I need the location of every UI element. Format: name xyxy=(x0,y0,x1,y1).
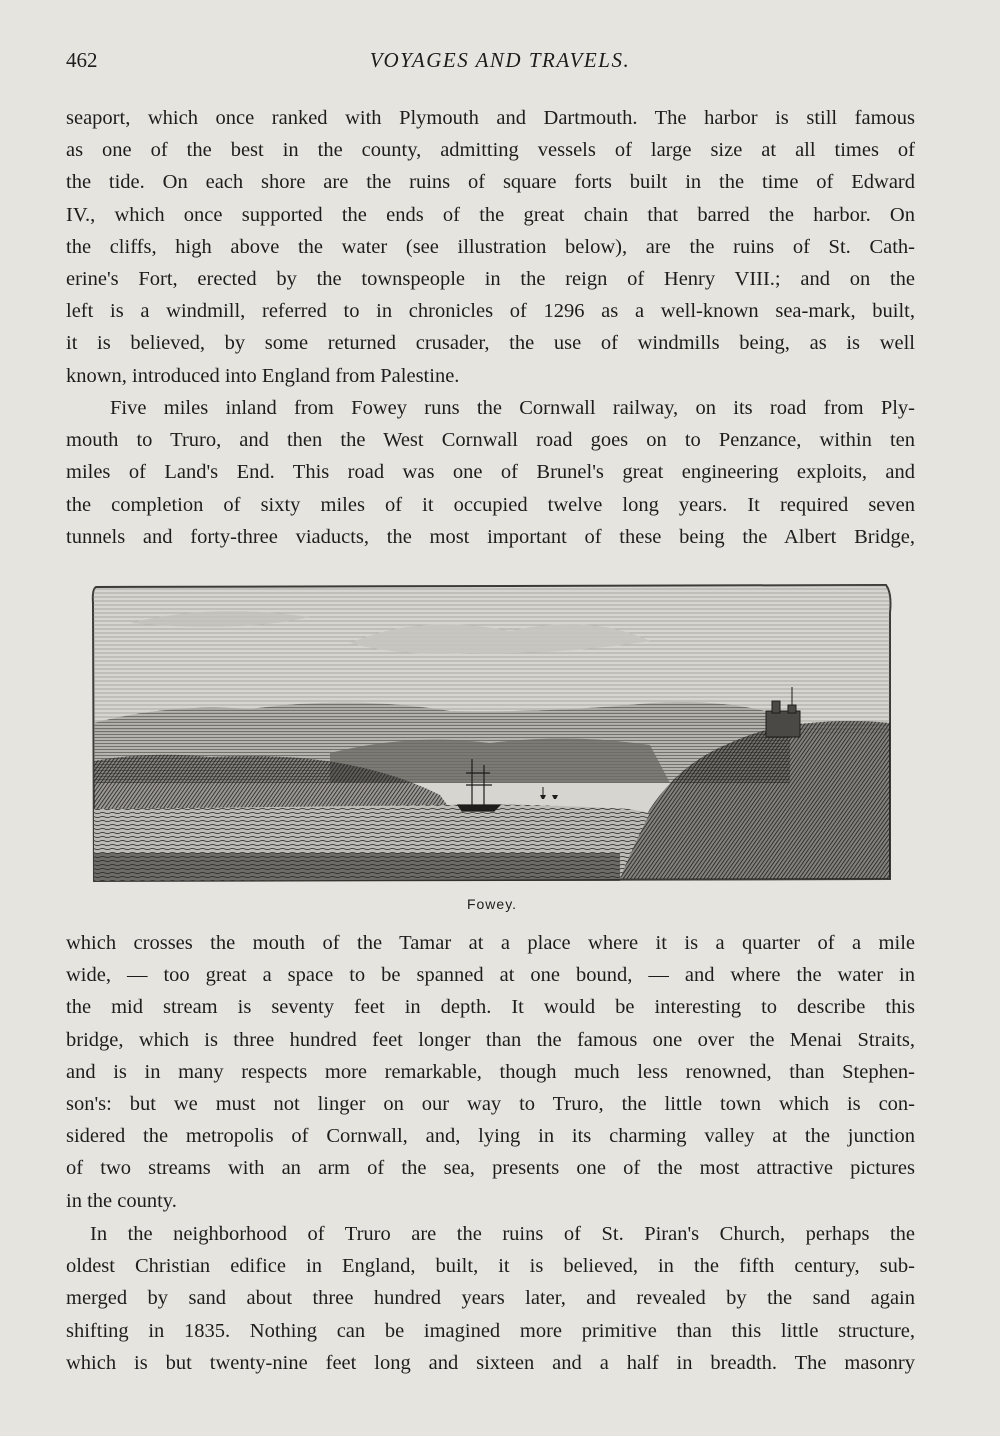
text-line: shifting in 1835. Nothing can be imagined more primitive than this little structure, xyxy=(66,1319,915,1342)
text-line: erine's Fort, erected by the townspeople in the reign of Henry VIII.; and on the xyxy=(66,268,915,291)
text-line: the mid stream is seventy feet in depth. It would be interesting to describe this xyxy=(66,996,915,1019)
text-line: in the county. xyxy=(66,1189,177,1212)
page-number: 462 xyxy=(66,48,98,72)
figure-caption: Fowey. xyxy=(466,896,518,912)
text-line: merged by sand about three hundred years later, and revealed by the sand again xyxy=(66,1287,915,1310)
text-line: wide, — too great a space to be spanned at one bound, — and where the water in xyxy=(66,964,915,987)
text-line: as one of the best in the county, admitting vessels of large size at all times of xyxy=(66,139,915,162)
running-title: VOYAGES AND TRAVELS. xyxy=(369,48,631,72)
text-line: and is in many respects more remarkable, though much less renowned, than Stephen- xyxy=(66,1060,915,1083)
text-line: the tide. On each shore are the ruins of square forts built in the time of Edward xyxy=(66,171,915,194)
text-line: In the neighborhood of Truro are the ruins of St. Piran's Church, perhaps the xyxy=(90,1223,915,1245)
text-line: bridge, which is three hundred feet longer than the famous one over the Menai Straits, xyxy=(66,1028,915,1051)
text-line: the cliffs, high above the water (see illustration below), are the ruins of St. Cath- xyxy=(66,235,915,258)
text-line: IV., which once supported the ends of the great chain that barred the harbor. On xyxy=(66,203,915,226)
text-line: left is a windmill, referred to in chronicles of 1296 as a well-known sea-mark, built, xyxy=(66,300,915,323)
paragraph-2 xyxy=(66,392,915,553)
paragraph-3 xyxy=(66,927,915,1217)
text-line: it is believed, by some returned crusader, the use of windmills being, as is well xyxy=(66,332,915,355)
text-line: tunnels and forty-three viaducts, the most important of these being the Albert Bridge, xyxy=(66,525,915,548)
text-line: of two streams with an arm of the sea, presents one of the most attractive pictures xyxy=(66,1157,915,1180)
fowey-engraving xyxy=(90,583,892,885)
text-line: Five miles inland from Fowey runs the Cornwall railway, on its road from Ply- xyxy=(110,397,915,419)
text-line: oldest Christian edifice in England, built, it is believed, in the fifth century, sub- xyxy=(66,1255,915,1278)
text-line: the completion of sixty miles of it occupied twelve long years. It required seven xyxy=(66,493,915,516)
paragraph-4 xyxy=(66,1218,915,1379)
text-line: known, introduced into England from Palestine. xyxy=(66,364,460,387)
text-line: miles of Land's End. This road was one of Brunel's great engineering exploits, and xyxy=(66,461,915,484)
text-line: which is but twenty-nine feet long and sixteen and a half in breadth. The masonry xyxy=(66,1351,915,1374)
text-line: sidered the metropolis of Cornwall, and, lying in its charming valley at the junction xyxy=(66,1125,915,1148)
text-line: seaport, which once ranked with Plymouth and Dartmouth. The harbor is still famous xyxy=(66,107,915,129)
text-line: son's: but we must not linger on our way to Truro, the little town which is con- xyxy=(66,1093,915,1116)
paragraph-1 xyxy=(66,102,915,392)
text-line: mouth to Truro, and then the West Cornwall road goes on to Penzance, within ten xyxy=(66,429,915,452)
text-line: which crosses the mouth of the Tamar at a place where it is a quarter of a mile xyxy=(66,932,915,954)
